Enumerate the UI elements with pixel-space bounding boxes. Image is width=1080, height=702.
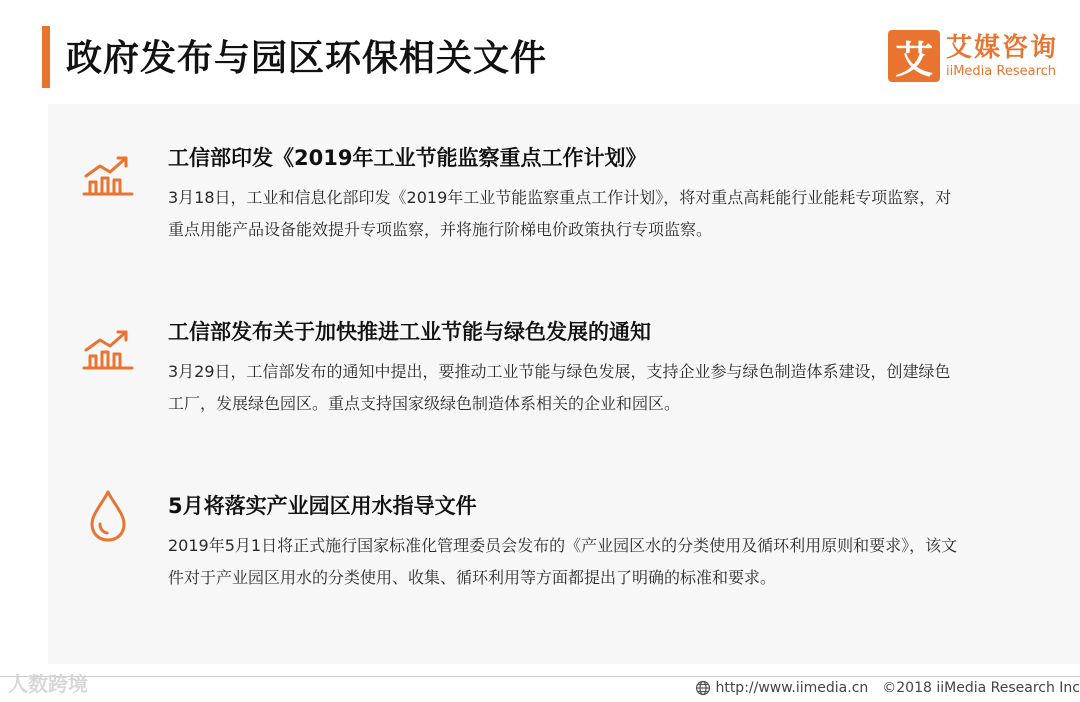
title-accent-bar [42,26,50,88]
water-drop-icon [80,488,136,544]
page-title: 政府发布与园区环保相关文件 [66,38,548,79]
footer-copyright: ©2018 iiMedia Research Inc [882,680,1080,696]
item-title: 工信部发布关于加快推进工业节能与绿色发展的通知 [168,320,651,344]
footer-url[interactable]: http://www.iimedia.cn [715,680,869,696]
item-title: 5月将落实产业园区用水指导文件 [168,494,477,518]
item-body: 2019年5月1日将正式施行国家标准化管理委员会发布的《产业园区水的分类使用及循环利用原则和要求》，该文件对于产业园区用水的分类使用、收集、循环利用等方面都提出了明确的标准和要求。 [168,536,958,587]
footer-divider [0,676,1080,677]
logo-mark: 艾 [888,30,940,82]
logo-cn-name: 艾媒咨询 [945,32,1058,63]
footer [695,680,1080,696]
globe-icon [695,680,711,696]
iimedia-logo [888,30,1058,82]
bar-chart-trend-icon [80,150,136,206]
item-title: 工信部印发《2019年工业节能监察重点工作计划》 [168,146,647,170]
logo-en-name: iiMedia Research [945,63,1057,79]
logo-text [945,32,1058,79]
item-body: 3月18日，工业和信息化部印发《2019年工业节能监察重点工作计划》，将对重点高耗能行业能耗专项监察，对重点用能产品设备能效提升专项监察，并将施行阶梯电价政策执行专项监察。 [168,188,952,239]
bar-chart-trend-icon [80,324,136,380]
content-panel [48,104,1080,664]
item-body: 3月29日，工信部发布的通知中提出，要推动工业节能与绿色发展，支持企业参与绿色制造体系建设，创建绿色工厂，发展绿色园区。重点支持国家级绿色制造体系相关的企业和园区。 [168,362,951,413]
watermark: 人数跨境 [8,672,88,696]
